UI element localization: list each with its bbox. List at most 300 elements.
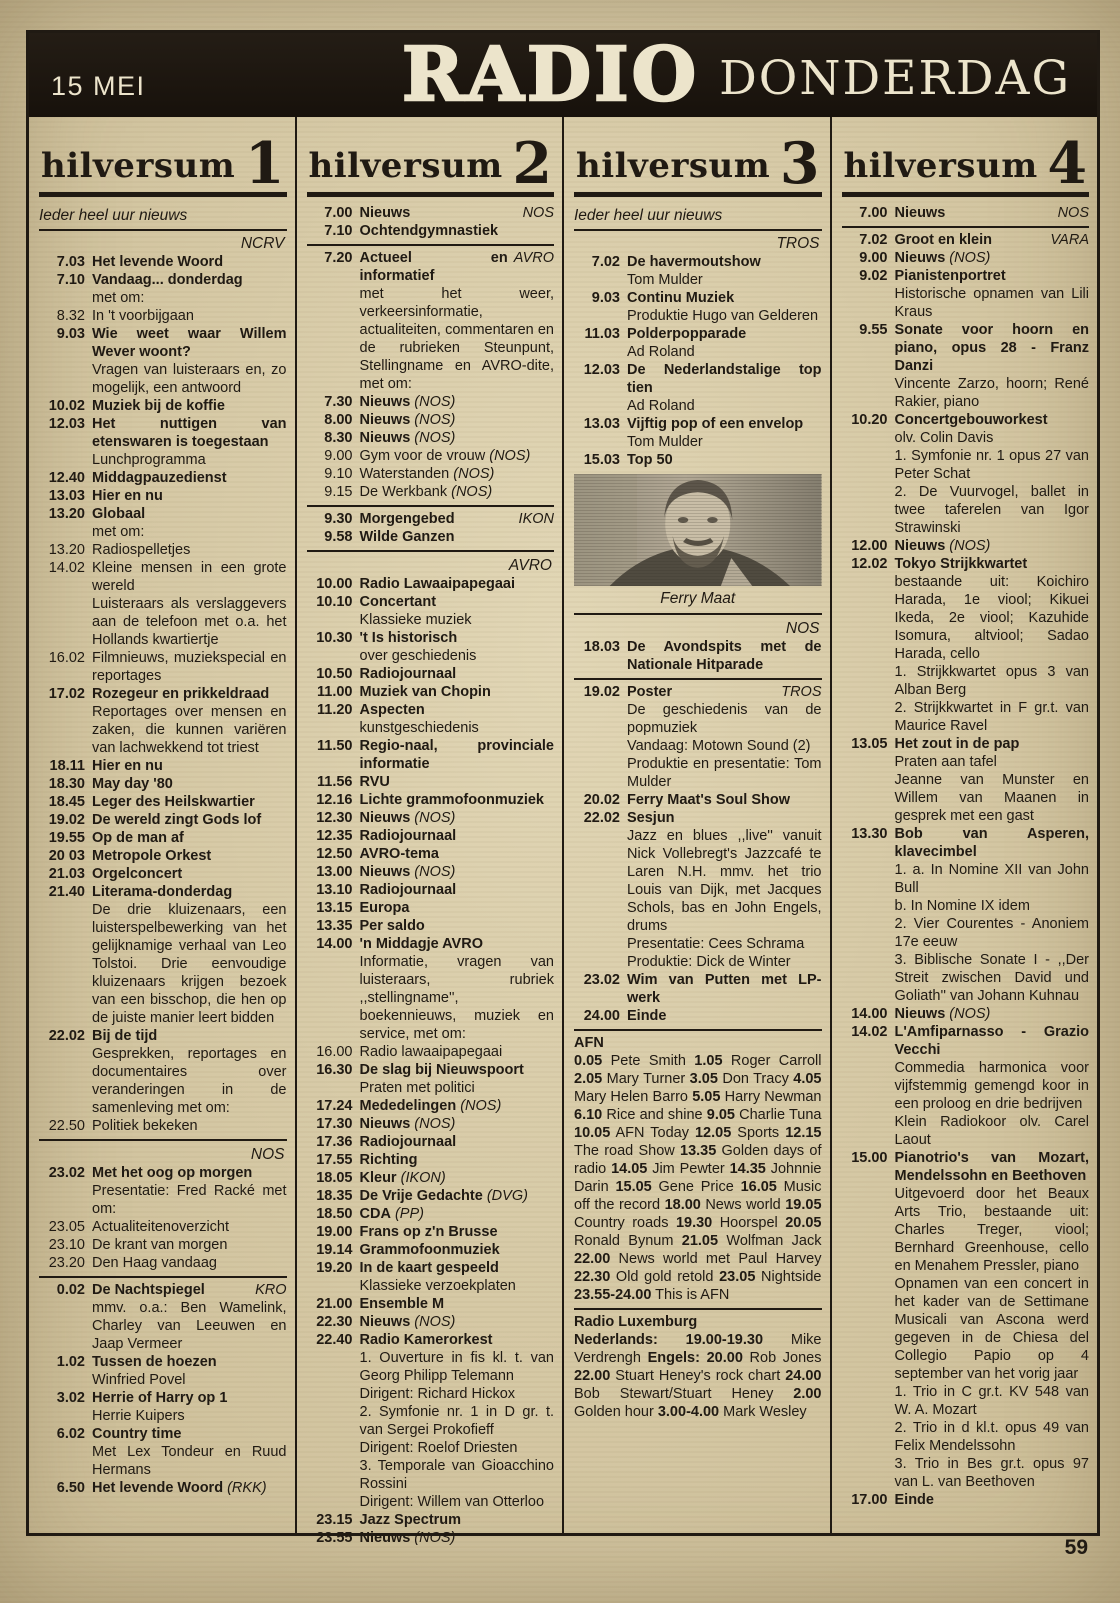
station-number: 4 [1047, 130, 1087, 197]
program-row [842, 555, 1090, 735]
program-description: olv. Colin Davis [894, 430, 994, 447]
page-frame [26, 30, 1100, 1547]
schedule-time: Engels: 20.00 [647, 1350, 743, 1367]
program-description: Informatie, vragen van luisteraars, rubriek ,,stellingname'', boekennieuws, muziek en service, met om: [359, 954, 554, 1043]
program-time: 9.03 [591, 290, 620, 307]
program-broadcaster: KRO [255, 1282, 287, 1299]
program-time: 18.11 [49, 758, 85, 775]
program-time: 18.50 [316, 1206, 353, 1223]
station-name: hilversum [576, 146, 771, 187]
program-body [92, 487, 287, 505]
program-description: Dirigent: Willem van Otterloo [359, 1494, 545, 1511]
program-title: Den Haag vandaag [92, 1255, 217, 1272]
program-description: Luisteraars als verslaggevers aan de telefoon met o.a. het Hollands kwartiertje [92, 596, 287, 649]
program-title: In de kaart gespeeld [359, 1260, 499, 1277]
program-title: Leger des Heilskwartier [92, 794, 255, 811]
program-title: L'Amfiparnasso - Grazio Vecchi [894, 1024, 1089, 1059]
schedule-time: 9.05 [706, 1107, 735, 1124]
program-row [307, 1187, 555, 1205]
program-time: 8.00 [324, 412, 353, 429]
program-description: Commedia harmonica voor vijfstemmig gemengd koor in een proloog en drie bedrijven [894, 1060, 1089, 1113]
schedule-text: Mary Turner [602, 1071, 690, 1088]
program-description: 1. Ouverture in fis kl. t. van Georg Philipp Telemann [359, 1350, 554, 1385]
program-body [360, 429, 555, 447]
program-description: 3. Biblische Sonate I - ,,Der Streit zwischen David und Goliath'' van Johann Kuhnau [894, 952, 1089, 1005]
program-time: 22.02 [48, 1028, 85, 1045]
program-tag: (NOS) [489, 448, 531, 465]
program-body [92, 1027, 287, 1117]
program-body [360, 1313, 555, 1331]
program-tag: (NOS) [949, 250, 991, 267]
program-title: Het levende Woord [92, 254, 224, 271]
schedule-text: Wolfman Jack [718, 1233, 822, 1250]
program-description: Praten met politici [359, 1080, 475, 1097]
program-title: Op de man af [92, 830, 184, 847]
program-title: Top 50 [627, 452, 673, 469]
program-title: Gym voor de vrouw [359, 448, 486, 465]
program-time: 13.20 [48, 542, 85, 559]
program-row [39, 1236, 287, 1254]
program-row [39, 883, 287, 1027]
program-row [307, 1313, 555, 1331]
schedule-text: AFN Today [610, 1125, 695, 1142]
program-time: 17.00 [851, 1492, 888, 1509]
program-description: kunstgeschiedenis [359, 720, 479, 737]
schedule-text: Gene Price [651, 1179, 741, 1196]
program-row [574, 809, 822, 971]
program-description: 2. Strijkkwartet in F gr.t. van Maurice Ravel [894, 700, 1089, 735]
program-title: Einde [894, 1492, 934, 1509]
program-row [842, 321, 1090, 411]
program-time: 12.00 [851, 538, 888, 555]
hourly-news-note: Ieder heel uur nieuws [39, 204, 287, 231]
program-body [92, 829, 287, 847]
program-row [307, 411, 555, 429]
schedule-time: 18.00 [664, 1197, 701, 1214]
schedule-text: The road Show [574, 1143, 680, 1160]
program-time: 19.00 [316, 1224, 353, 1241]
station-header-3 [574, 121, 822, 197]
program-title: De havermoutshow [627, 254, 761, 271]
program-body [627, 253, 822, 289]
program-title: Vijftig pop of een envelop [627, 416, 804, 433]
station-heading: AFN [574, 1035, 604, 1052]
program-title: De Nachtspiegel [92, 1282, 205, 1299]
program-title: De Vrije Gedachte [359, 1188, 483, 1205]
program-description: Uitgevoerd door het Beaux Arts Trio, bestaande uit: Charles Treger, viool; Bernhard Greenhouse, cello en Menahem Pressler, piano [894, 1186, 1089, 1275]
program-body [92, 1281, 287, 1353]
program-description: 2. Trio in d kl.t. opus 49 van Felix Mendelssohn [894, 1420, 1089, 1455]
program-time: 13.00 [316, 864, 353, 881]
program-title: Country time [92, 1426, 182, 1443]
program-time: 6.50 [56, 1480, 85, 1497]
program-title: Rozegeur en prikkeldraad [92, 686, 270, 703]
program-time: 14.02 [48, 560, 85, 577]
program-time: 9.58 [324, 529, 353, 546]
program-row [39, 1281, 287, 1353]
section-rule [39, 1276, 287, 1278]
program-time: 12.35 [316, 828, 353, 845]
program-time: 14.00 [316, 936, 353, 953]
program-description: 1. Trio in C gr.t. KV 548 van W. A. Mozart [894, 1384, 1089, 1419]
program-body [360, 393, 555, 411]
program-title: Frans op z'n Brusse [359, 1224, 498, 1241]
schedule-time: 22.00 [574, 1251, 611, 1268]
program-title: Nieuws [359, 864, 411, 881]
program-title: Filmnieuws, muziekspecial en reportages [92, 650, 287, 685]
program-title: Hier en nu [92, 488, 163, 505]
program-row [307, 935, 555, 1043]
program-tag: (NOS) [414, 412, 456, 429]
program-time: 11.20 [317, 702, 353, 719]
program-time: 23.02 [583, 972, 620, 989]
program-title: Radio Lawaaipapegaai [359, 576, 516, 593]
program-title: Radiojournaal [359, 828, 457, 845]
program-body [360, 863, 555, 881]
program-body [92, 1425, 287, 1479]
program-tag: (NOS) [414, 1314, 456, 1331]
program-time: 10.20 [851, 412, 888, 429]
program-body [360, 1331, 555, 1511]
program-title: Bob van Asperen, klavecimbel [894, 826, 1089, 861]
program-time: 14.00 [851, 1006, 888, 1023]
schedule-text: Rob Jones [742, 1350, 822, 1367]
program-row [842, 204, 1090, 222]
program-body [895, 735, 1090, 825]
program-title: Nieuws [894, 1006, 946, 1023]
program-row [307, 1133, 555, 1151]
program-body [895, 231, 1090, 249]
program-tag: (DVG) [486, 1188, 528, 1205]
program-body [92, 1353, 287, 1389]
program-row [574, 451, 822, 469]
program-description: Herrie Kuipers [92, 1408, 185, 1425]
program-body [92, 883, 287, 1027]
program-body [360, 1115, 555, 1133]
program-body [895, 267, 1090, 321]
program-body [360, 575, 555, 593]
program-row [39, 811, 287, 829]
program-description: Historische opnamen van Lili Kraus [894, 286, 1089, 321]
schedule-time: 23.05 [719, 1269, 756, 1286]
program-time: 16.02 [48, 650, 85, 667]
program-broadcaster: TROS [781, 684, 822, 701]
program-title: Tokyo Strijkkwartet [894, 556, 1028, 573]
program-row [307, 447, 555, 465]
program-row [307, 1331, 555, 1511]
program-row [39, 1425, 287, 1479]
program-title: Radiojournaal [359, 666, 457, 683]
program-time: 11.00 [317, 684, 353, 701]
schedule-text: Johnnie Darin [574, 1161, 822, 1196]
program-body [627, 638, 822, 674]
program-body [92, 1479, 287, 1497]
program-time: 12.03 [583, 362, 620, 379]
program-row [39, 775, 287, 793]
program-body [360, 483, 555, 501]
program-time: 13.35 [316, 918, 353, 935]
program-title: Groot en klein [894, 232, 992, 249]
program-row [307, 899, 555, 917]
program-title: Globaal [92, 506, 146, 523]
program-time: 9.02 [859, 268, 888, 285]
program-row [39, 253, 287, 271]
program-time: 21.03 [48, 866, 85, 883]
program-description: Tom Mulder [627, 272, 703, 289]
program-title: Morgengebed [359, 511, 455, 528]
schedule-text: Golden days of radio [574, 1143, 822, 1178]
program-description: bestaande uit: Koichiro Harada, 1e viool; Kikuei Ikeda, 2e viool; Kazuhide Isomura, altviool; Sadao Harada, cello [894, 574, 1089, 663]
program-title: Ensemble M [359, 1296, 445, 1313]
program-description: Jazz en blues ,,live'' vanuit Nick Vollebregt's Jazzcafé te Laren N.H. mmv. het trio Louis van Dijk, met Jacques Schols, bas en John Engels, drums [627, 828, 822, 935]
program-row [39, 469, 287, 487]
program-row [39, 757, 287, 775]
program-body [627, 325, 822, 361]
program-title: De Nederlandstalige top tien [627, 362, 822, 397]
program-body [92, 757, 287, 775]
schedule-text: Nightside [755, 1269, 822, 1286]
program-title: Waterstanden [359, 466, 450, 483]
schedule-text: News world [700, 1197, 786, 1214]
station-header-4 [842, 121, 1090, 197]
program-row [574, 253, 822, 289]
station-name: hilversum [41, 146, 236, 187]
schedule-time: 2.05 [574, 1071, 603, 1088]
program-description: Dirigent: Roelof Driesten [359, 1440, 518, 1457]
program-description: Praten aan tafel [894, 754, 997, 771]
program-row [39, 415, 287, 469]
program-description: 2. Symfonie nr. 1 in D gr. t. van Sergei Prokofieff [359, 1404, 554, 1439]
program-body [360, 411, 555, 429]
schedule-time: 24.00 [785, 1368, 822, 1385]
program-title: AVRO-tema [359, 846, 439, 863]
program-time: 20.02 [583, 792, 620, 809]
program-row [39, 271, 287, 307]
program-time: 23.10 [48, 1237, 85, 1254]
program-body [360, 809, 555, 827]
program-row [307, 483, 555, 501]
program-description: 3. Trio in Bes gr.t. opus 97 van L. van Beethoven [894, 1456, 1089, 1491]
station-name: hilversum [308, 146, 503, 187]
program-body [92, 415, 287, 469]
schedule-time: 19.05 [785, 1197, 822, 1214]
program-row [307, 204, 555, 222]
schedule-text: Pete Smith [602, 1053, 695, 1070]
program-body [895, 321, 1090, 411]
program-title: Radiospelletjes [92, 542, 191, 559]
program-row [307, 1259, 555, 1295]
program-time: 12.40 [48, 470, 85, 487]
program-title: Orgelconcert [92, 866, 183, 883]
program-description: Dirigent: Richard Hickox [359, 1386, 516, 1403]
schedule-text: Mike Verdrengh [574, 1332, 822, 1367]
program-row [307, 429, 555, 447]
program-title: Ochtendgymnastiek [359, 223, 499, 240]
program-title: Metropole Orkest [92, 848, 212, 865]
program-title: Nieuws [359, 1116, 411, 1133]
program-time: 11.50 [317, 738, 353, 755]
program-description: Ad Roland [627, 398, 695, 415]
schedule-time: 23.55-24.00 [574, 1287, 652, 1304]
program-description: 3. Temporale van Gioacchino Rossini [359, 1458, 554, 1493]
program-row [842, 1023, 1090, 1149]
program-body [360, 1043, 555, 1061]
schedule-text: Sports [731, 1125, 786, 1142]
schedule-paragraph [574, 1052, 822, 1304]
program-time: 10.02 [48, 398, 85, 415]
program-title: In 't voorbijgaan [92, 308, 194, 325]
program-time: 12.03 [48, 416, 85, 433]
program-title: Herrie of Harry op 1 [92, 1390, 228, 1407]
program-time: 7.30 [324, 394, 353, 411]
day-title: DONDERDAG [719, 50, 1071, 106]
program-description: Presentatie: Fred Racké met om: [92, 1183, 287, 1218]
program-row [307, 701, 555, 737]
program-time: 3.02 [56, 1390, 85, 1407]
program-title: Wilde Ganzen [359, 529, 455, 546]
program-description: b. In Nomine IX idem [894, 898, 1030, 915]
program-row [39, 1164, 287, 1218]
program-title: Nieuws [894, 250, 946, 267]
program-body [360, 204, 555, 222]
section-rule [842, 226, 1090, 228]
program-row [307, 827, 555, 845]
program-row [39, 1254, 287, 1272]
schedule-time: 3.00-4.00 [657, 1404, 720, 1421]
program-title: 't Is historisch [359, 630, 458, 647]
program-time: 6.02 [56, 1426, 85, 1443]
program-body [895, 204, 1090, 222]
program-body [92, 865, 287, 883]
schedule-text: Country roads [574, 1215, 676, 1232]
program-title: Kleur [359, 1170, 397, 1187]
photo-caption: Ferry Maat [660, 590, 736, 608]
program-body [360, 1151, 555, 1169]
program-time: 13.03 [583, 416, 620, 433]
program-title: De krant van morgen [92, 1237, 228, 1254]
program-time: 12.30 [316, 810, 353, 827]
schedule-time: 21.05 [681, 1233, 719, 1250]
station-name: hilversum [843, 146, 1038, 187]
program-body [92, 397, 287, 415]
program-description: met om: [92, 290, 145, 307]
program-row [39, 505, 287, 541]
program-row [307, 575, 555, 593]
program-title: Vandaag... donderdag [92, 272, 243, 289]
program-tag: (NOS) [949, 1006, 991, 1023]
page-header [29, 33, 1097, 117]
program-row [307, 1241, 555, 1259]
program-row [307, 465, 555, 483]
program-time: 12.16 [316, 792, 353, 809]
program-body [360, 1241, 555, 1259]
program-row [574, 1007, 822, 1025]
broadcaster-label: AVRO [508, 557, 552, 575]
program-title: Nieuws [359, 394, 411, 411]
program-title: Nieuws [359, 430, 411, 447]
program-tag: (NOS) [460, 1098, 502, 1115]
program-title: Wim van Putten met LP-werk [627, 972, 822, 1007]
program-description: Winfried Povel [92, 1372, 186, 1389]
program-time: 24.00 [583, 1008, 620, 1025]
program-time: 18.30 [48, 776, 85, 793]
program-time: 7.10 [56, 272, 85, 289]
program-time: 7.03 [56, 254, 85, 271]
program-broadcaster: AVRO [513, 250, 554, 267]
section-rule [574, 1308, 822, 1310]
program-broadcaster: VARA [1050, 232, 1089, 249]
program-description: Met Lex Tondeur en Ruud Hermans [92, 1444, 287, 1479]
program-body [360, 773, 555, 791]
program-tag: (PP) [394, 1206, 424, 1223]
program-row [574, 791, 822, 809]
program-time: 8.30 [324, 430, 353, 447]
program-time: 17.24 [316, 1098, 353, 1115]
program-row [307, 249, 555, 393]
station-number: 2 [512, 130, 552, 197]
program-time: 22.30 [316, 1314, 353, 1331]
schedule-time: 3.05 [689, 1071, 718, 1088]
program-description: mmv. o.a.: Ben Wamelink, Charley van Leeuwen en Jaap Vermeer [92, 1300, 287, 1353]
program-row [842, 1491, 1090, 1509]
program-row [307, 1061, 555, 1097]
program-title: Per saldo [359, 918, 425, 935]
program-title: Einde [627, 1008, 667, 1025]
program-broadcaster: NOS [522, 205, 554, 222]
program-title: Het zout in de pap [894, 736, 1020, 753]
program-body [360, 528, 555, 546]
schedule-text: Mary Helen Barro [574, 1089, 693, 1106]
schedule-text: Charlie Tuna [734, 1107, 822, 1124]
program-body [360, 899, 555, 917]
program-time: 9.15 [324, 484, 353, 501]
program-body [92, 793, 287, 811]
photo-scanline-overlay [574, 474, 822, 586]
program-body [92, 847, 287, 865]
program-title: Regio-naal, provinciale informatie [359, 738, 554, 773]
program-title: Concertgebouworkest [894, 412, 1048, 429]
program-time: 12.50 [316, 846, 353, 863]
schedule-time: 12.05 [694, 1125, 732, 1142]
program-time: 7.02 [591, 254, 620, 271]
program-time: 23.02 [48, 1165, 85, 1182]
program-row [39, 1389, 287, 1425]
program-row [307, 863, 555, 881]
program-time: 23.15 [316, 1512, 353, 1529]
program-tag: (NOS) [414, 1116, 456, 1133]
schedule-text: Mark Wesley [719, 1404, 807, 1421]
broadcaster-label: NOS [785, 620, 820, 638]
program-body [92, 559, 287, 649]
schedule-text: Roger Carroll [722, 1053, 822, 1070]
program-title: Richting [359, 1152, 418, 1169]
program-row [39, 487, 287, 505]
page-number: 59 [1064, 1536, 1088, 1559]
program-row [842, 537, 1090, 555]
schedule-time: 12.15 [785, 1125, 822, 1142]
program-title: Kleine mensen in een grote wereld [92, 560, 287, 595]
program-broadcaster: NOS [1057, 205, 1089, 222]
program-time: 22.02 [583, 810, 620, 827]
program-title: Nieuws [359, 810, 411, 827]
program-time: 17.30 [316, 1116, 353, 1133]
program-row [842, 1005, 1090, 1023]
program-body [895, 1023, 1090, 1149]
program-time: 10.50 [316, 666, 353, 683]
program-row [307, 1205, 555, 1223]
program-row [39, 559, 287, 649]
program-body [360, 1529, 555, 1547]
